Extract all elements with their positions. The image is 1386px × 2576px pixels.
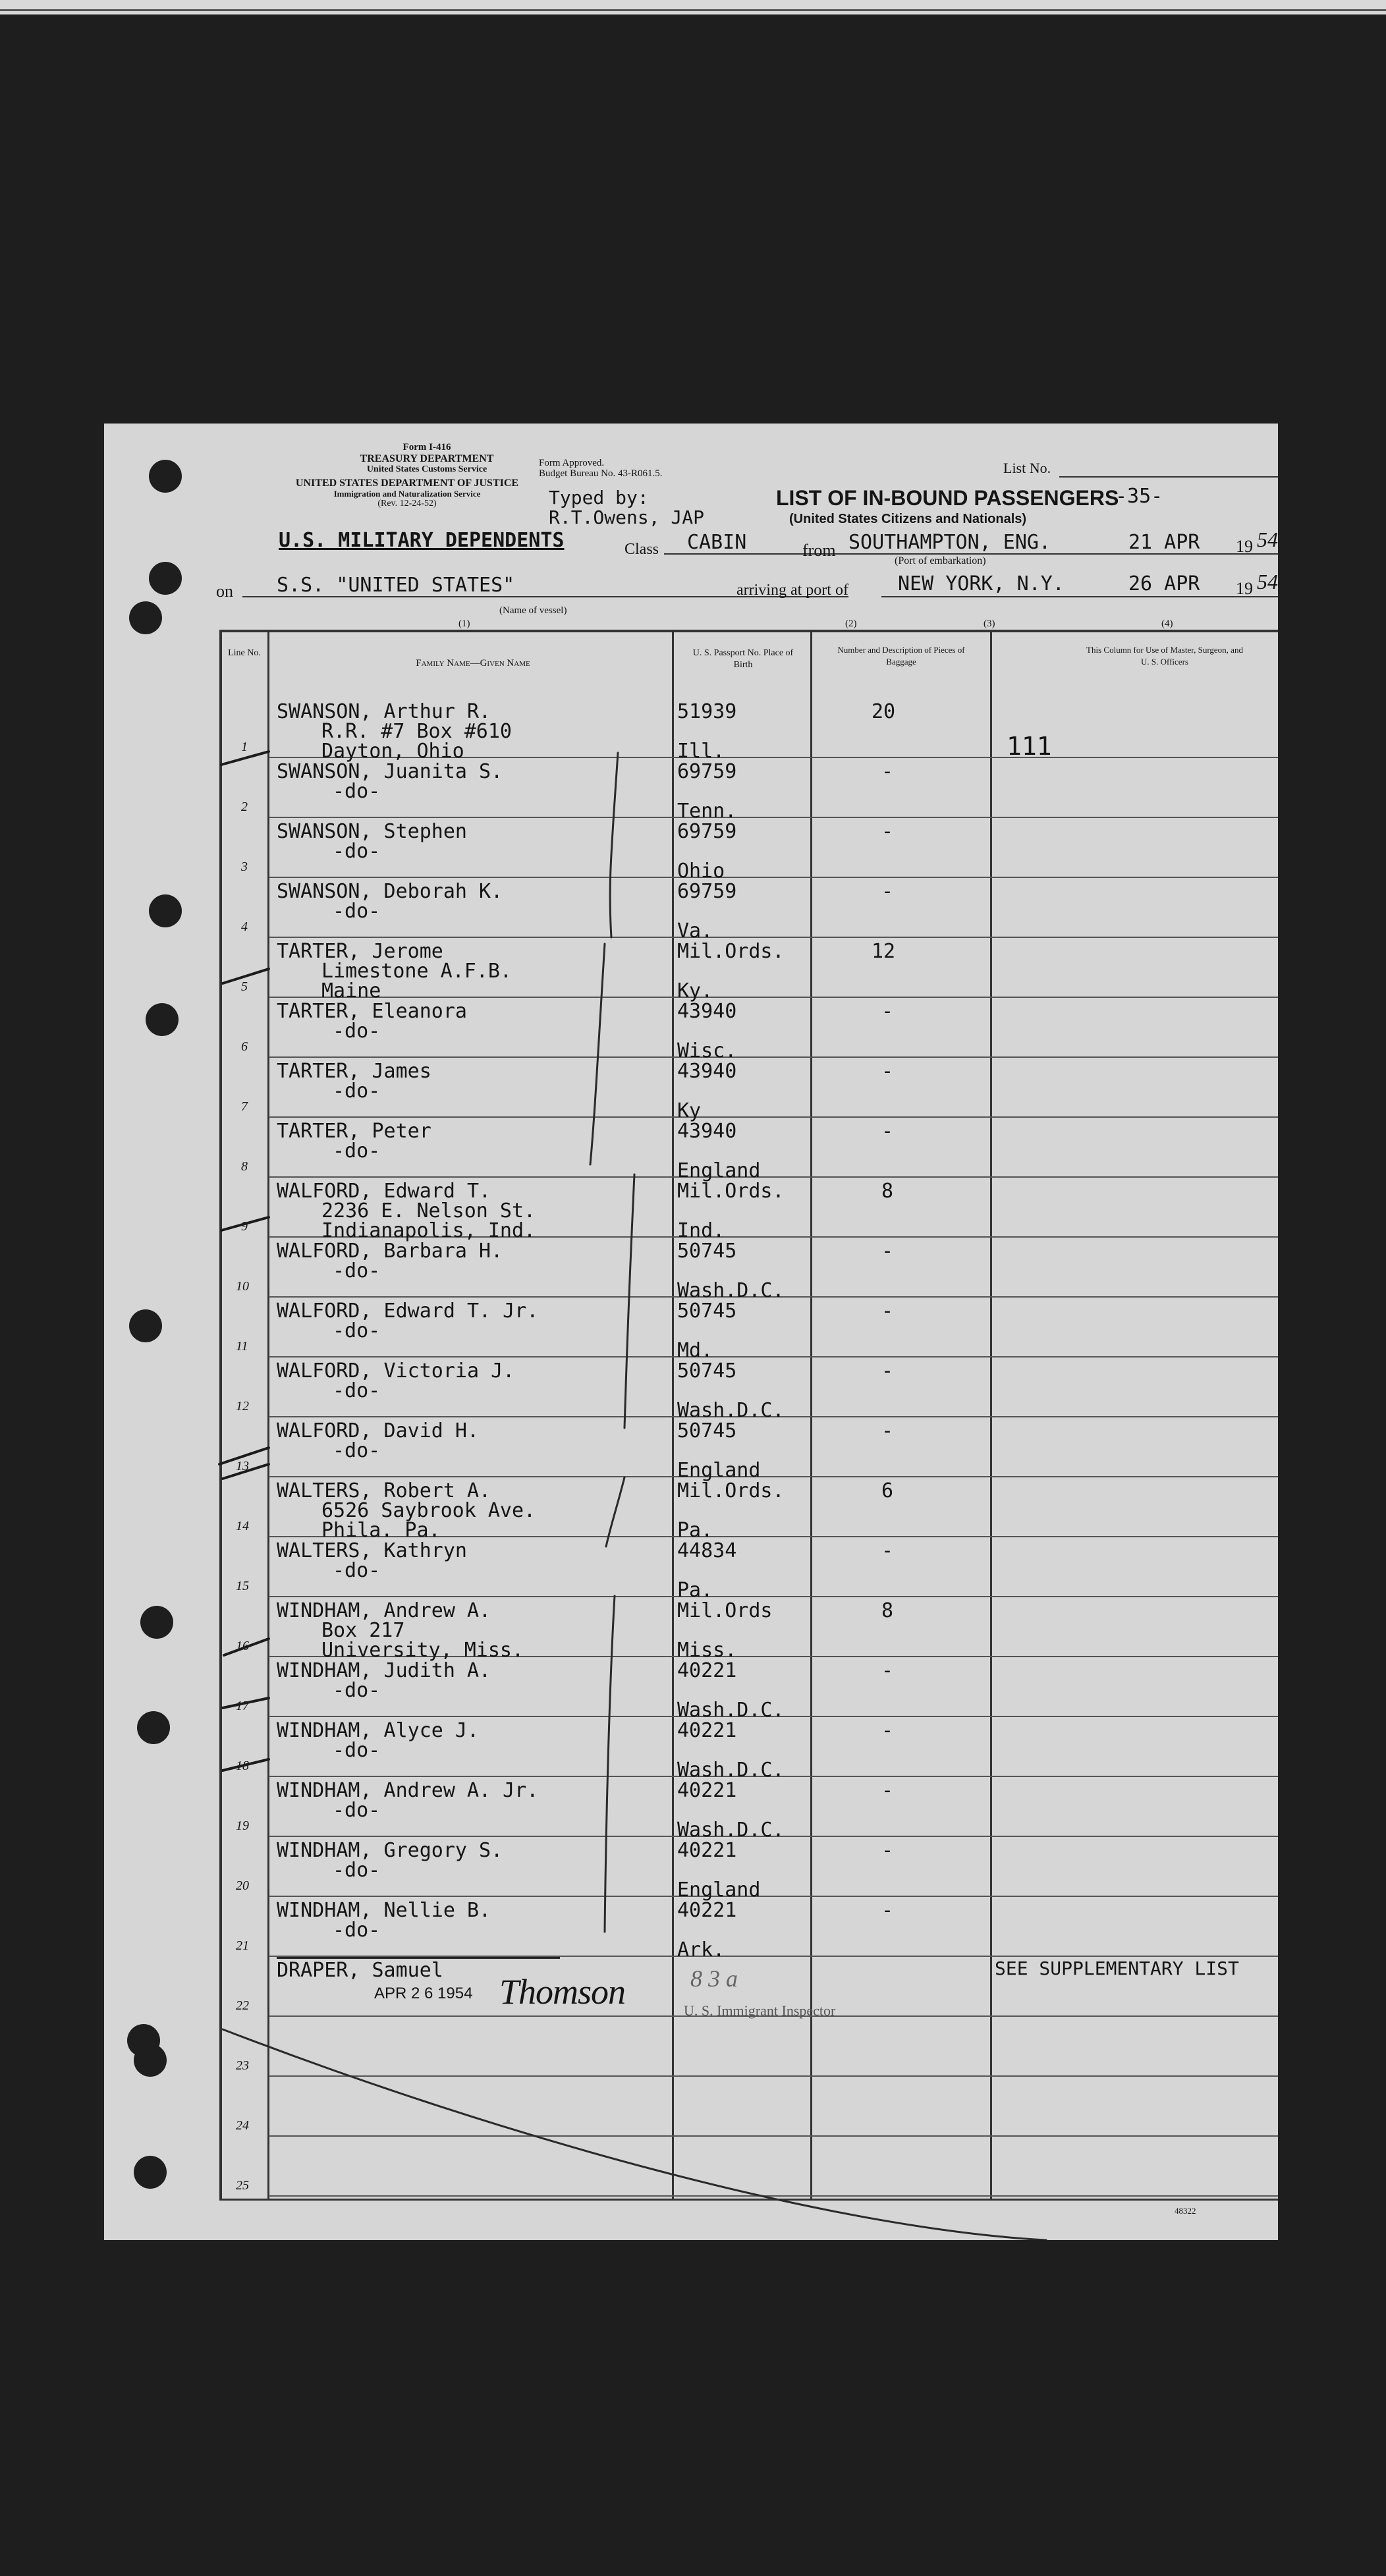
passenger-name: WALTERS, Robert A. xyxy=(277,1479,491,1502)
baggage-count: 12 xyxy=(872,940,896,963)
col-header-line-no: Line No. xyxy=(228,648,261,658)
birth-place: Ark. xyxy=(677,1938,725,1961)
passport-number: 40221 xyxy=(677,1839,737,1862)
form-number: Form I-416 xyxy=(402,442,451,452)
passport-number: Mil.Ords xyxy=(677,1599,773,1622)
list-number: -35- xyxy=(1115,485,1163,508)
footer-code: 48322 xyxy=(1175,2206,1196,2216)
line-number: 20 xyxy=(236,1878,249,1893)
line-number: 3 xyxy=(241,860,248,874)
passenger-detail: -do- xyxy=(333,1379,381,1402)
line-number: 9 xyxy=(241,1219,248,1234)
col-num-2: (2) xyxy=(845,618,857,629)
officer-note: 111 xyxy=(1007,732,1052,761)
passenger-name: SWANSON, Juanita S. xyxy=(277,760,503,783)
passenger-detail: Indianapolis, Ind. xyxy=(321,1219,536,1242)
passport-number: 50745 xyxy=(677,1240,737,1263)
line-number: 19 xyxy=(236,1819,249,1833)
line-number: 16 xyxy=(236,1639,249,1653)
passport-number: 44834 xyxy=(677,1539,737,1562)
class-value: CABIN xyxy=(687,531,747,554)
baggage-count: - xyxy=(881,1000,894,1023)
passenger-detail: -do- xyxy=(333,1139,381,1163)
baggage-count: 8 xyxy=(881,1599,894,1622)
scanner-edge-strip xyxy=(0,0,1386,14)
col-header-passport: U. S. Passport No. Place of Birth xyxy=(692,648,794,670)
treasury-dept: TREASURY DEPARTMENT xyxy=(360,453,494,464)
passport-number: 50745 xyxy=(677,1419,737,1442)
arrival-port: NEW YORK, N.Y. xyxy=(898,572,1065,595)
line-number: 21 xyxy=(236,1938,249,1953)
passport-number: 43940 xyxy=(677,1120,737,1143)
ins-service: Immigration and Naturalization Service xyxy=(333,489,481,499)
passenger-name: TARTER, James xyxy=(277,1060,431,1083)
passenger-name: TARTER, Jerome xyxy=(277,940,443,963)
typed-by-value: R.T.Owens, JAP xyxy=(549,507,705,528)
passenger-name: WALFORD, David H. xyxy=(277,1419,480,1442)
line-number: 15 xyxy=(236,1579,249,1593)
from-label: from xyxy=(802,541,836,560)
line-number: 18 xyxy=(236,1759,249,1773)
passenger-detail: -do- xyxy=(333,1919,381,1942)
passenger-detail: -do- xyxy=(333,1859,381,1882)
inspection-date-stamp: APR 2 6 1954 xyxy=(374,1985,473,2002)
vessel-name: S.S. "UNITED STATES" xyxy=(277,574,515,597)
line-number: 13 xyxy=(236,1459,249,1473)
page-subtitle: (United States Citizens and Nationals) xyxy=(789,512,1027,526)
passenger-detail: Maine xyxy=(321,979,381,1002)
on-label: on xyxy=(216,582,233,601)
baggage-count: - xyxy=(881,1300,894,1323)
passenger-detail: -do- xyxy=(333,1020,381,1043)
passenger-name: WALFORD, Victoria J. xyxy=(277,1359,515,1383)
passport-number: 50745 xyxy=(677,1359,737,1383)
birth-place: Wash.D.C. xyxy=(677,1819,785,1842)
passenger-detail: -do- xyxy=(333,840,381,863)
birth-place: Pa. xyxy=(677,1579,713,1602)
line-number: 11 xyxy=(236,1339,248,1354)
passenger-detail: -do- xyxy=(333,1559,381,1582)
passport-number: 50745 xyxy=(677,1300,737,1323)
baggage-count: - xyxy=(881,1899,894,1922)
line-number: 4 xyxy=(241,919,248,934)
birth-place: Ky. xyxy=(677,979,713,1002)
passport-number: Mil.Ords. xyxy=(677,940,785,963)
baggage-count: 20 xyxy=(872,700,896,723)
dep-year-prefix: 19 xyxy=(1236,537,1253,556)
passport-number: 40221 xyxy=(677,1659,737,1682)
baggage-count: - xyxy=(881,880,894,903)
revision: (Rev. 12-24-52) xyxy=(377,499,437,508)
passport-number: 43940 xyxy=(677,1060,737,1083)
line-number: 10 xyxy=(236,1279,249,1294)
birth-place: Wisc. xyxy=(677,1039,737,1062)
passenger-detail: -do- xyxy=(333,1799,381,1822)
departure-date: 21 APR xyxy=(1128,531,1200,554)
passenger-name: WINDHAM, Alyce J. xyxy=(277,1719,480,1742)
passport-number: 43940 xyxy=(677,1000,737,1023)
passenger-name: WINDHAM, Judith A. xyxy=(277,1659,491,1682)
line-number: 5 xyxy=(241,979,248,994)
birth-place: Ind. xyxy=(677,1219,725,1242)
passport-number: 69759 xyxy=(677,760,737,783)
passenger-name: WINDHAM, Andrew A. Jr. xyxy=(277,1779,539,1802)
baggage-count: - xyxy=(881,1539,894,1562)
col-num-4: (4) xyxy=(1161,618,1173,629)
passenger-name: WALFORD, Barbara H. xyxy=(277,1240,503,1263)
passenger-name: WALTERS, Kathryn xyxy=(277,1539,467,1562)
class-label: Class xyxy=(624,541,659,558)
col-num-3: (3) xyxy=(984,618,995,629)
inspector-title: U. S. Immigrant Inspector xyxy=(684,2002,836,2019)
birth-place: Wash.D.C. xyxy=(677,1279,785,1302)
passenger-name: TARTER, Eleanora xyxy=(277,1000,467,1023)
passenger-detail: University, Miss. xyxy=(321,1639,524,1662)
col-header-name: Family Name—Given Name xyxy=(416,658,530,669)
passenger-detail: R.R. #7 Box #610 xyxy=(321,720,512,743)
form-approved: Form Approved. xyxy=(539,458,605,468)
birth-place: Wash.D.C. xyxy=(677,1399,785,1422)
baggage-count: - xyxy=(881,1240,894,1263)
baggage-count: - xyxy=(881,760,894,783)
passenger-name: WINDHAM, Gregory S. xyxy=(277,1839,503,1862)
group-label: U.S. MILITARY DEPENDENTS xyxy=(279,529,565,552)
baggage-count: 8 xyxy=(881,1180,894,1203)
passport-number: 40221 xyxy=(677,1719,737,1742)
birth-place: England xyxy=(677,1878,761,1902)
line-number: 14 xyxy=(236,1519,249,1533)
passenger-detail: Limestone A.F.B. xyxy=(321,960,512,983)
birth-place: England xyxy=(677,1459,761,1482)
passenger-detail: -do- xyxy=(333,1319,381,1342)
customs-service: United States Customs Service xyxy=(366,464,487,474)
list-no-label: List No. xyxy=(1003,460,1051,476)
baggage-count: - xyxy=(881,1060,894,1083)
birth-place: Pa. xyxy=(677,1519,713,1542)
arrival-date: 26 APR xyxy=(1128,572,1200,595)
typed-by-label: Typed by: xyxy=(549,487,649,508)
passport-number: 51939 xyxy=(677,700,737,723)
birth-place: Ill. xyxy=(677,740,725,763)
passenger-name: WINDHAM, Andrew A. xyxy=(277,1599,491,1622)
passenger-detail: Phila. Pa. xyxy=(321,1519,441,1542)
dep-year: 54 xyxy=(1257,528,1278,551)
birth-place: Ky xyxy=(677,1099,702,1122)
line-number: 8 xyxy=(241,1159,248,1174)
arr-year: 54 xyxy=(1257,570,1278,593)
passenger-name: DRAPER, Samuel xyxy=(277,1959,443,1982)
baggage-count: - xyxy=(881,1359,894,1383)
line-number: 24 xyxy=(236,2118,249,2133)
birth-place: Wash.D.C. xyxy=(677,1699,785,1722)
passenger-name: TARTER, Peter xyxy=(277,1120,431,1143)
line-number: 1 xyxy=(241,740,248,754)
vessel-caption: (Name of vessel) xyxy=(499,605,567,616)
justice-dept: UNITED STATES DEPARTMENT OF JUSTICE xyxy=(295,478,519,489)
passport-number: 69759 xyxy=(677,880,737,903)
baggage-count: - xyxy=(881,1719,894,1742)
line-number: 2 xyxy=(241,800,248,814)
line-number: 23 xyxy=(236,2058,249,2073)
embark-port: SOUTHAMPTON, ENG. xyxy=(848,531,1051,554)
birth-place: Wash.D.C. xyxy=(677,1759,785,1782)
passport-number: 40221 xyxy=(677,1899,737,1922)
line-number: 17 xyxy=(236,1699,249,1713)
passport-number: 40221 xyxy=(677,1779,737,1802)
baggage-count: - xyxy=(881,1779,894,1802)
birth-place: Va. xyxy=(677,919,713,943)
passenger-name: WALFORD, Edward T. Jr. xyxy=(277,1300,539,1323)
inspector-signature: Thomson xyxy=(499,1972,626,2012)
passenger-detail: 6526 Saybrook Ave. xyxy=(321,1499,536,1522)
passenger-detail: -do- xyxy=(333,1439,381,1462)
baggage-count: - xyxy=(881,820,894,843)
passenger-detail: -do- xyxy=(333,1080,381,1103)
line-number: 25 xyxy=(236,2178,249,2193)
birth-place: Tenn. xyxy=(677,800,737,823)
passport-number: Mil.Ords. xyxy=(677,1479,785,1502)
line-number: 12 xyxy=(236,1399,249,1413)
baggage-count: 6 xyxy=(881,1479,894,1502)
inspector-initials: 8 3 a xyxy=(690,1965,738,1992)
port-embark-caption: (Port of embarkation) xyxy=(895,555,986,566)
passenger-name: WINDHAM, Nellie B. xyxy=(277,1899,491,1922)
passenger-name: SWANSON, Arthur R. xyxy=(277,700,491,723)
officer-note: SEE SUPPLEMENTARY LIST xyxy=(995,1958,1239,1979)
col-header-baggage: Number and Description of Pieces of Baggage xyxy=(837,645,965,667)
passenger-detail: -do- xyxy=(333,780,381,803)
strikethrough xyxy=(277,1957,560,1959)
baggage-count: - xyxy=(881,1419,894,1442)
baggage-count: - xyxy=(881,1120,894,1143)
passport-number: Mil.Ords. xyxy=(677,1180,785,1203)
line-number: 22 xyxy=(236,1998,249,2013)
arriving-label: arriving at port of xyxy=(736,582,848,599)
baggage-count: - xyxy=(881,1839,894,1862)
birth-place: England xyxy=(677,1159,761,1182)
line-number: 7 xyxy=(241,1099,248,1114)
page-title: LIST OF IN-BOUND PASSENGERS xyxy=(776,486,1119,510)
passenger-detail: Dayton, Ohio xyxy=(321,740,464,763)
passenger-detail: -do- xyxy=(333,1739,381,1762)
birth-place: Ohio xyxy=(677,860,725,883)
col-header-officers: This Column for Use of Master, Surgeon, and U. S. Officers xyxy=(1086,645,1243,667)
col-num-1: (1) xyxy=(458,618,470,629)
arr-year-prefix: 19 xyxy=(1236,579,1253,598)
passenger-detail: 2236 E. Nelson St. xyxy=(321,1199,536,1222)
birth-place: Md. xyxy=(677,1339,713,1362)
passport-number: 69759 xyxy=(677,820,737,843)
passenger-name: SWANSON, Stephen xyxy=(277,820,467,843)
passenger-detail: -do- xyxy=(333,900,381,923)
manifest-page xyxy=(104,424,1278,2240)
budget-bureau: Budget Bureau No. 43-R061.5. xyxy=(539,468,663,479)
line-number: 6 xyxy=(241,1039,248,1054)
baggage-count: - xyxy=(881,1659,894,1682)
passenger-name: WALFORD, Edward T. xyxy=(277,1180,491,1203)
passenger-name: SWANSON, Deborah K. xyxy=(277,880,503,903)
passenger-detail: -do- xyxy=(333,1259,381,1282)
passenger-detail: Box 217 xyxy=(321,1619,405,1642)
passenger-detail: -do- xyxy=(333,1679,381,1702)
birth-place: Miss. xyxy=(677,1639,737,1662)
